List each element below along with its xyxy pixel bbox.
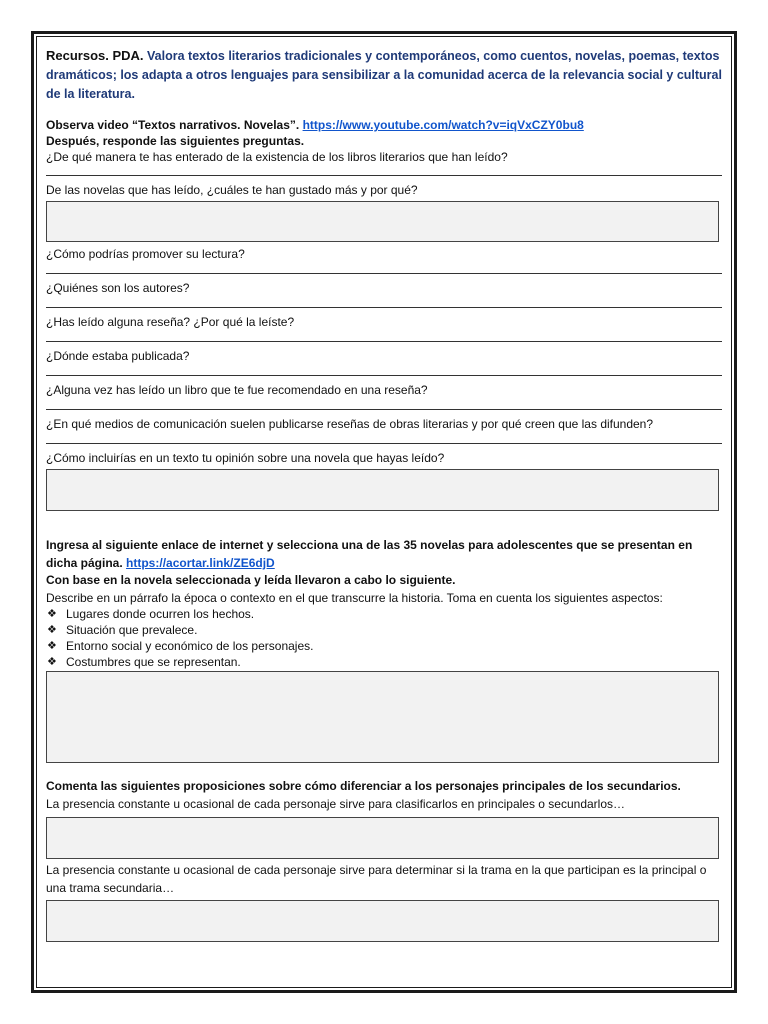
proposition-2-answer-box[interactable] bbox=[46, 900, 719, 942]
answer-line-1[interactable] bbox=[46, 175, 722, 176]
answer-line-3[interactable] bbox=[46, 273, 722, 274]
novel-selection-intro: Ingresa al siguiente enlace de internet y selecciona una de las 35 novelas para adolescentes que se presentan en dicha página. bbox=[46, 538, 693, 570]
answer-line-5[interactable] bbox=[46, 341, 722, 342]
list-item: ❖ Situación que prevalece. bbox=[47, 623, 198, 637]
question-6: ¿Dónde estaba publicada? bbox=[46, 349, 190, 363]
resources-heading bbox=[46, 46, 722, 104]
question-3: ¿Cómo podrías promover su lectura? bbox=[46, 247, 245, 261]
proposition-2: La presencia constante u ocasional de cada personaje sirve para determinar si la trama en la que participan es la principal o una trama secundaria… bbox=[46, 863, 707, 895]
video-instruction-line bbox=[46, 117, 722, 133]
question-8: ¿En qué medios de comunicación suelen publicarse reseñas de obras literarias y por qué creen que las difunden? bbox=[46, 417, 654, 431]
pda-description: Valora textos literarios tradicionales y contemporáneos, como cuentos, novelas, poemas, textos dramáticos; los adapta a otros lenguajes para sensibilizar a la comunidad acerca de la relevancia social y cultural de la literatura. bbox=[46, 49, 722, 101]
question-1: ¿De qué manera te has enterado de la existencia de los libros literarios que han leído? bbox=[46, 150, 508, 164]
novels-link[interactable]: https://acortar.link/ZE6djD bbox=[126, 556, 275, 570]
novel-selection-paragraph bbox=[46, 536, 722, 572]
then-answer-label: Después, responde las siguientes preguntas. bbox=[46, 134, 305, 148]
diamond-bullet-icon: ❖ bbox=[47, 640, 57, 652]
diamond-bullet-icon: ❖ bbox=[47, 608, 57, 620]
question-4: ¿Quiénes son los autores? bbox=[46, 281, 190, 295]
question-2: De las novelas que has leído, ¿cuáles te han gustado más y por qué? bbox=[46, 183, 418, 197]
video-instruction: Observa video “Textos narrativos. Novelas”. bbox=[46, 118, 300, 132]
answer-line-7[interactable] bbox=[46, 409, 722, 410]
list-item: ❖ Entorno social y económico de los personajes. bbox=[47, 639, 314, 653]
answer-line-4[interactable] bbox=[46, 307, 722, 308]
context-answer-box[interactable] bbox=[46, 671, 719, 763]
question-7: ¿Alguna vez has leído un libro que te fue recomendado en una reseña? bbox=[46, 383, 428, 397]
diamond-bullet-icon: ❖ bbox=[47, 624, 57, 636]
resources-label: Recursos. PDA. bbox=[46, 48, 144, 63]
describe-instruction: Describe en un párrafo la época o contexto en el que transcurre la historia. Toma en cuenta los siguientes aspectos: bbox=[46, 591, 663, 605]
proposition-1-answer-box[interactable] bbox=[46, 817, 719, 859]
answer-line-6[interactable] bbox=[46, 375, 722, 376]
list-item: ❖ Costumbres que se representan. bbox=[47, 655, 241, 669]
list-item: ❖ Lugares donde ocurren los hechos. bbox=[47, 607, 255, 621]
answer-box-9[interactable] bbox=[46, 469, 719, 511]
answer-box-2[interactable] bbox=[46, 201, 719, 242]
selected-novel-subheading: Con base en la novela seleccionada y leída llevaron a cabo lo siguiente. bbox=[46, 573, 456, 587]
proposition-1: La presencia constante u ocasional de cada personaje sirve para clasificarlos en principales o secundarlos… bbox=[46, 797, 625, 811]
question-9: ¿Cómo incluirías en un texto tu opinión sobre una novela que hayas leído? bbox=[46, 451, 445, 465]
worksheet-content bbox=[46, 46, 722, 942]
answer-line-8[interactable] bbox=[46, 443, 722, 444]
aspects-list bbox=[46, 606, 722, 670]
video-link[interactable]: https://www.youtube.com/watch?v=iqVxCZY0bu8 bbox=[302, 118, 584, 132]
characters-heading: Comenta las siguientes proposiciones sobre cómo diferenciar a los personajes principales de los secundarios. bbox=[46, 779, 681, 793]
diamond-bullet-icon: ❖ bbox=[47, 656, 57, 668]
question-5: ¿Has leído alguna reseña? ¿Por qué la leíste? bbox=[46, 315, 295, 329]
